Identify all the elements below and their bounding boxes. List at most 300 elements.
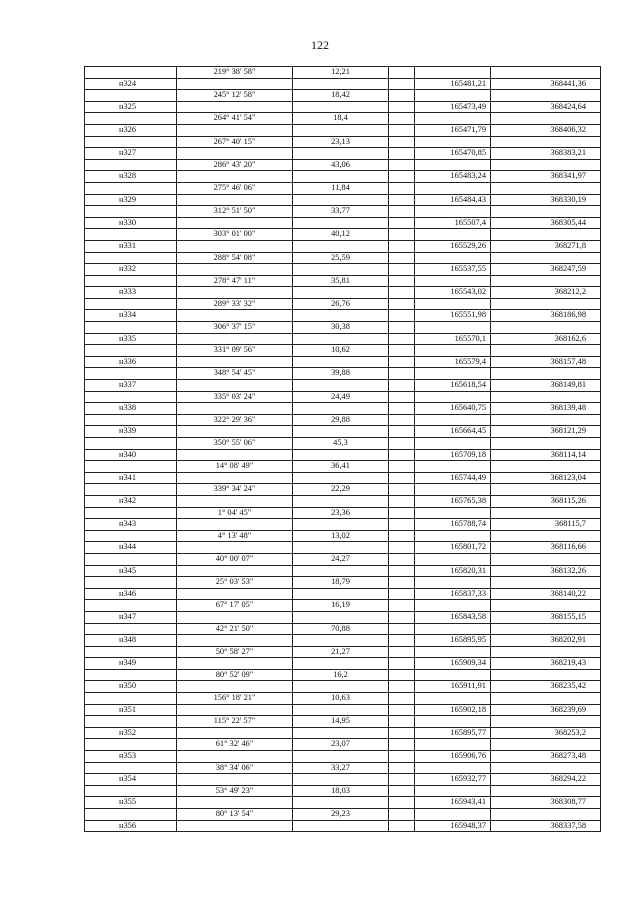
segment-distance: 36,41 <box>293 461 389 473</box>
empty-cell <box>177 820 293 832</box>
empty-cell <box>491 669 601 681</box>
coordinate-y: 368253,2 <box>491 727 601 739</box>
empty-cell <box>415 623 491 635</box>
point-id: н335 <box>85 333 177 345</box>
empty-cell <box>491 90 601 102</box>
segment-row <box>85 275 601 287</box>
segment-row <box>85 809 601 821</box>
segment-distance: 26,76 <box>293 298 389 310</box>
empty-cell <box>389 159 415 171</box>
empty-cell <box>389 368 415 380</box>
segment-row <box>85 553 601 565</box>
point-id: н336 <box>85 356 177 368</box>
empty-cell <box>491 322 601 334</box>
coordinate-x: 165664,45 <box>415 426 491 438</box>
empty-cell <box>389 611 415 623</box>
empty-cell <box>293 240 389 252</box>
empty-cell <box>389 287 415 299</box>
point-id: н340 <box>85 449 177 461</box>
empty-cell <box>389 751 415 763</box>
direction-angle: 264° 41' 54" <box>177 113 293 125</box>
empty-cell <box>85 206 177 218</box>
empty-cell <box>491 345 601 357</box>
empty-cell <box>415 182 491 194</box>
empty-cell <box>415 693 491 705</box>
coordinate-y: 368247,59 <box>491 264 601 276</box>
empty-cell <box>389 785 415 797</box>
empty-cell <box>389 565 415 577</box>
empty-cell <box>491 368 601 380</box>
empty-cell <box>415 785 491 797</box>
coordinate-y: 368139,48 <box>491 403 601 415</box>
empty-cell <box>85 693 177 705</box>
coordinate-x: 165481,21 <box>415 78 491 90</box>
point-row <box>85 472 601 484</box>
segment-distance: 21,27 <box>293 646 389 658</box>
empty-cell <box>293 287 389 299</box>
empty-cell <box>415 762 491 774</box>
empty-cell <box>491 275 601 287</box>
segment-row <box>85 113 601 125</box>
empty-cell <box>389 681 415 693</box>
point-row <box>85 751 601 763</box>
empty-cell <box>293 194 389 206</box>
segment-row <box>85 322 601 334</box>
empty-cell <box>389 553 415 565</box>
coordinate-y: 368441,36 <box>491 78 601 90</box>
coordinate-y: 368294,22 <box>491 774 601 786</box>
empty-cell <box>415 113 491 125</box>
empty-cell <box>177 449 293 461</box>
empty-cell <box>177 124 293 136</box>
point-id: н344 <box>85 542 177 554</box>
coordinate-x: 165551,98 <box>415 310 491 322</box>
empty-cell <box>177 751 293 763</box>
segment-row <box>85 785 601 797</box>
empty-cell <box>415 438 491 450</box>
coordinate-y: 368132,26 <box>491 565 601 577</box>
empty-cell <box>389 658 415 670</box>
empty-cell <box>415 507 491 519</box>
empty-cell <box>293 635 389 647</box>
segment-row <box>85 669 601 681</box>
coordinates-table-body <box>85 67 601 832</box>
empty-cell <box>389 217 415 229</box>
segment-distance: 18,4 <box>293 113 389 125</box>
empty-cell <box>293 658 389 670</box>
segment-row <box>85 90 601 102</box>
point-id: н330 <box>85 217 177 229</box>
empty-cell <box>177 611 293 623</box>
empty-cell <box>415 67 491 79</box>
segment-distance: 29,23 <box>293 809 389 821</box>
direction-angle: 42° 21' 50" <box>177 623 293 635</box>
point-row <box>85 774 601 786</box>
segment-distance: 12,21 <box>293 67 389 79</box>
empty-cell <box>293 704 389 716</box>
segment-distance: 10,63 <box>293 693 389 705</box>
direction-angle: 219° 38' 58" <box>177 67 293 79</box>
direction-angle: 53° 49' 23" <box>177 785 293 797</box>
empty-cell <box>177 658 293 670</box>
empty-cell <box>177 356 293 368</box>
segment-row <box>85 206 601 218</box>
empty-cell <box>389 542 415 554</box>
coordinate-y: 368115,7 <box>491 519 601 531</box>
coordinate-y: 368155,15 <box>491 611 601 623</box>
empty-cell <box>415 600 491 612</box>
coordinate-y: 368162,6 <box>491 333 601 345</box>
direction-angle: 306° 37' 15" <box>177 322 293 334</box>
point-row <box>85 171 601 183</box>
coordinate-y: 368114,14 <box>491 449 601 461</box>
empty-cell <box>293 820 389 832</box>
segment-row <box>85 345 601 357</box>
empty-cell <box>389 171 415 183</box>
empty-cell <box>415 577 491 589</box>
coordinate-y: 368383,21 <box>491 148 601 160</box>
page-number: 122 <box>311 38 329 52</box>
empty-cell <box>293 148 389 160</box>
coordinate-y: 368341,97 <box>491 171 601 183</box>
empty-cell <box>85 669 177 681</box>
segment-distance: 40,12 <box>293 229 389 241</box>
empty-cell <box>177 101 293 113</box>
coordinate-x: 165843,58 <box>415 611 491 623</box>
empty-cell <box>389 298 415 310</box>
segment-distance: 18,42 <box>293 90 389 102</box>
empty-cell <box>293 519 389 531</box>
direction-angle: 312° 51' 50" <box>177 206 293 218</box>
empty-cell <box>177 727 293 739</box>
empty-cell <box>85 252 177 264</box>
empty-cell <box>293 310 389 322</box>
empty-cell <box>389 635 415 647</box>
empty-cell <box>389 182 415 194</box>
point-id: н333 <box>85 287 177 299</box>
empty-cell <box>491 553 601 565</box>
empty-cell <box>389 669 415 681</box>
segment-distance: 33,77 <box>293 206 389 218</box>
empty-cell <box>415 646 491 658</box>
point-id: н328 <box>85 171 177 183</box>
empty-cell <box>177 495 293 507</box>
coordinate-x: 165837,33 <box>415 588 491 600</box>
coordinate-x: 165902,18 <box>415 704 491 716</box>
point-id: н347 <box>85 611 177 623</box>
point-id: н352 <box>85 727 177 739</box>
empty-cell <box>293 495 389 507</box>
coordinate-y: 368337,58 <box>491 820 601 832</box>
direction-angle: 303° 01' 00" <box>177 229 293 241</box>
empty-cell <box>85 716 177 728</box>
empty-cell <box>85 391 177 403</box>
empty-cell <box>177 704 293 716</box>
point-row <box>85 727 601 739</box>
point-row <box>85 820 601 832</box>
empty-cell <box>389 727 415 739</box>
direction-angle: 267° 40' 15" <box>177 136 293 148</box>
empty-cell <box>389 623 415 635</box>
point-row <box>85 310 601 322</box>
point-id: н327 <box>85 148 177 160</box>
empty-cell <box>85 507 177 519</box>
empty-cell <box>293 356 389 368</box>
segment-row <box>85 391 601 403</box>
direction-angle: 14° 08' 49" <box>177 461 293 473</box>
point-id: н339 <box>85 426 177 438</box>
empty-cell <box>389 577 415 589</box>
empty-cell <box>491 600 601 612</box>
empty-cell <box>389 78 415 90</box>
empty-cell <box>389 449 415 461</box>
coordinate-x: 165507,4 <box>415 217 491 229</box>
empty-cell <box>389 67 415 79</box>
point-id: н354 <box>85 774 177 786</box>
direction-angle: 80° 52' 09" <box>177 669 293 681</box>
segment-row <box>85 229 601 241</box>
segment-row <box>85 67 601 79</box>
direction-angle: 288° 54' 08" <box>177 252 293 264</box>
empty-cell <box>491 206 601 218</box>
segment-distance: 30,38 <box>293 322 389 334</box>
direction-angle: 275° 46' 06" <box>177 182 293 194</box>
empty-cell <box>177 148 293 160</box>
empty-cell <box>415 530 491 542</box>
empty-cell <box>177 472 293 484</box>
empty-cell <box>177 542 293 554</box>
empty-cell <box>85 600 177 612</box>
point-row <box>85 194 601 206</box>
direction-angle: 322° 29' 36" <box>177 414 293 426</box>
empty-cell <box>491 391 601 403</box>
segment-distance: 13,02 <box>293 530 389 542</box>
point-id: н329 <box>85 194 177 206</box>
empty-cell <box>491 438 601 450</box>
empty-cell <box>389 646 415 658</box>
empty-cell <box>85 368 177 380</box>
coordinate-x: 165911,91 <box>415 681 491 693</box>
direction-angle: 331° 09' 56" <box>177 345 293 357</box>
coordinate-x: 165788,74 <box>415 519 491 531</box>
direction-angle: 50° 58' 27" <box>177 646 293 658</box>
coordinates-table <box>84 66 601 832</box>
empty-cell <box>177 774 293 786</box>
empty-cell <box>415 206 491 218</box>
coordinate-x: 165932,77 <box>415 774 491 786</box>
point-row <box>85 78 601 90</box>
direction-angle: 245° 12' 58" <box>177 90 293 102</box>
direction-angle: 286° 43' 20" <box>177 159 293 171</box>
empty-cell <box>389 380 415 392</box>
empty-cell <box>389 484 415 496</box>
point-id: н342 <box>85 495 177 507</box>
empty-cell <box>389 461 415 473</box>
coordinate-y: 368305,44 <box>491 217 601 229</box>
point-id: н325 <box>85 101 177 113</box>
empty-cell <box>389 229 415 241</box>
coordinate-x: 165943,41 <box>415 797 491 809</box>
empty-cell <box>415 90 491 102</box>
empty-cell <box>85 739 177 751</box>
empty-cell <box>389 333 415 345</box>
empty-cell <box>415 229 491 241</box>
segment-distance: 39,88 <box>293 368 389 380</box>
coordinate-x: 165484,43 <box>415 194 491 206</box>
empty-cell <box>415 809 491 821</box>
empty-cell <box>389 704 415 716</box>
empty-cell <box>293 426 389 438</box>
coordinate-y: 368140,22 <box>491 588 601 600</box>
point-row <box>85 611 601 623</box>
empty-cell <box>389 600 415 612</box>
segment-row <box>85 252 601 264</box>
empty-cell <box>491 739 601 751</box>
direction-angle: 335° 03' 24" <box>177 391 293 403</box>
empty-cell <box>491 762 601 774</box>
point-id: н331 <box>85 240 177 252</box>
segment-distance: 35,81 <box>293 275 389 287</box>
direction-angle: 156° 18' 21" <box>177 693 293 705</box>
empty-cell <box>389 264 415 276</box>
empty-cell <box>85 113 177 125</box>
point-row <box>85 797 601 809</box>
segment-row <box>85 507 601 519</box>
empty-cell <box>177 333 293 345</box>
empty-cell <box>177 426 293 438</box>
point-id: н338 <box>85 403 177 415</box>
empty-cell <box>85 136 177 148</box>
empty-cell <box>85 298 177 310</box>
empty-cell <box>293 449 389 461</box>
segment-distance: 23,13 <box>293 136 389 148</box>
coordinate-x: 165765,38 <box>415 495 491 507</box>
coordinate-y: 368235,42 <box>491 681 601 693</box>
segment-distance: 43,06 <box>293 159 389 171</box>
empty-cell <box>415 553 491 565</box>
direction-angle: 289° 33' 32" <box>177 298 293 310</box>
empty-cell <box>177 194 293 206</box>
segment-row <box>85 461 601 473</box>
point-row <box>85 635 601 647</box>
segment-row <box>85 484 601 496</box>
empty-cell <box>389 519 415 531</box>
empty-cell <box>177 588 293 600</box>
point-row <box>85 356 601 368</box>
empty-cell <box>293 217 389 229</box>
segment-distance: 24,27 <box>293 553 389 565</box>
point-row <box>85 124 601 136</box>
empty-cell <box>491 298 601 310</box>
segment-row <box>85 530 601 542</box>
empty-cell <box>293 333 389 345</box>
empty-cell <box>415 298 491 310</box>
segment-row <box>85 414 601 426</box>
empty-cell <box>491 646 601 658</box>
empty-cell <box>491 461 601 473</box>
empty-cell <box>491 182 601 194</box>
point-id: н345 <box>85 565 177 577</box>
coordinate-x: 165948,37 <box>415 820 491 832</box>
coordinate-y: 368330,19 <box>491 194 601 206</box>
empty-cell <box>415 275 491 287</box>
empty-cell <box>85 577 177 589</box>
empty-cell <box>389 252 415 264</box>
point-row <box>85 519 601 531</box>
empty-cell <box>85 484 177 496</box>
empty-cell <box>491 67 601 79</box>
coordinate-y: 368116,66 <box>491 542 601 554</box>
direction-angle: 25° 03' 53" <box>177 577 293 589</box>
empty-cell <box>389 356 415 368</box>
empty-cell <box>491 252 601 264</box>
empty-cell <box>389 194 415 206</box>
direction-angle: 67° 17' 05" <box>177 600 293 612</box>
empty-cell <box>415 159 491 171</box>
coordinate-y: 368115,26 <box>491 495 601 507</box>
coordinate-x: 165709,18 <box>415 449 491 461</box>
coordinate-x: 165895,77 <box>415 727 491 739</box>
empty-cell <box>85 623 177 635</box>
direction-angle: 4° 13' 48" <box>177 530 293 542</box>
segment-row <box>85 298 601 310</box>
empty-cell <box>491 229 601 241</box>
coordinate-x: 165744,49 <box>415 472 491 484</box>
empty-cell <box>85 438 177 450</box>
direction-angle: 80° 13' 54" <box>177 809 293 821</box>
segment-distance: 22,29 <box>293 484 389 496</box>
point-id: н355 <box>85 797 177 809</box>
point-id: н346 <box>85 588 177 600</box>
segment-distance: 16,19 <box>293 600 389 612</box>
segment-distance: 16,2 <box>293 669 389 681</box>
segment-row <box>85 182 601 194</box>
empty-cell <box>389 797 415 809</box>
empty-cell <box>177 519 293 531</box>
segment-distance: 10,62 <box>293 345 389 357</box>
coordinate-x: 165820,31 <box>415 565 491 577</box>
empty-cell <box>85 345 177 357</box>
coordinate-x: 165543,02 <box>415 287 491 299</box>
empty-cell <box>177 78 293 90</box>
empty-cell <box>491 507 601 519</box>
empty-cell <box>491 577 601 589</box>
empty-cell <box>389 809 415 821</box>
empty-cell <box>389 345 415 357</box>
empty-cell <box>491 623 601 635</box>
point-row <box>85 101 601 113</box>
segment-distance: 29,88 <box>293 414 389 426</box>
empty-cell <box>293 264 389 276</box>
coordinate-x: 165483,24 <box>415 171 491 183</box>
point-row <box>85 449 601 461</box>
empty-cell <box>293 727 389 739</box>
empty-cell <box>177 310 293 322</box>
point-id: н324 <box>85 78 177 90</box>
empty-cell <box>415 669 491 681</box>
empty-cell <box>293 542 389 554</box>
direction-angle: 115° 22' 57" <box>177 716 293 728</box>
coordinate-x: 165473,49 <box>415 101 491 113</box>
coordinate-y: 368424,64 <box>491 101 601 113</box>
empty-cell <box>389 136 415 148</box>
empty-cell <box>85 809 177 821</box>
empty-cell <box>389 530 415 542</box>
point-row <box>85 681 601 693</box>
empty-cell <box>177 380 293 392</box>
empty-cell <box>415 136 491 148</box>
empty-cell <box>293 565 389 577</box>
